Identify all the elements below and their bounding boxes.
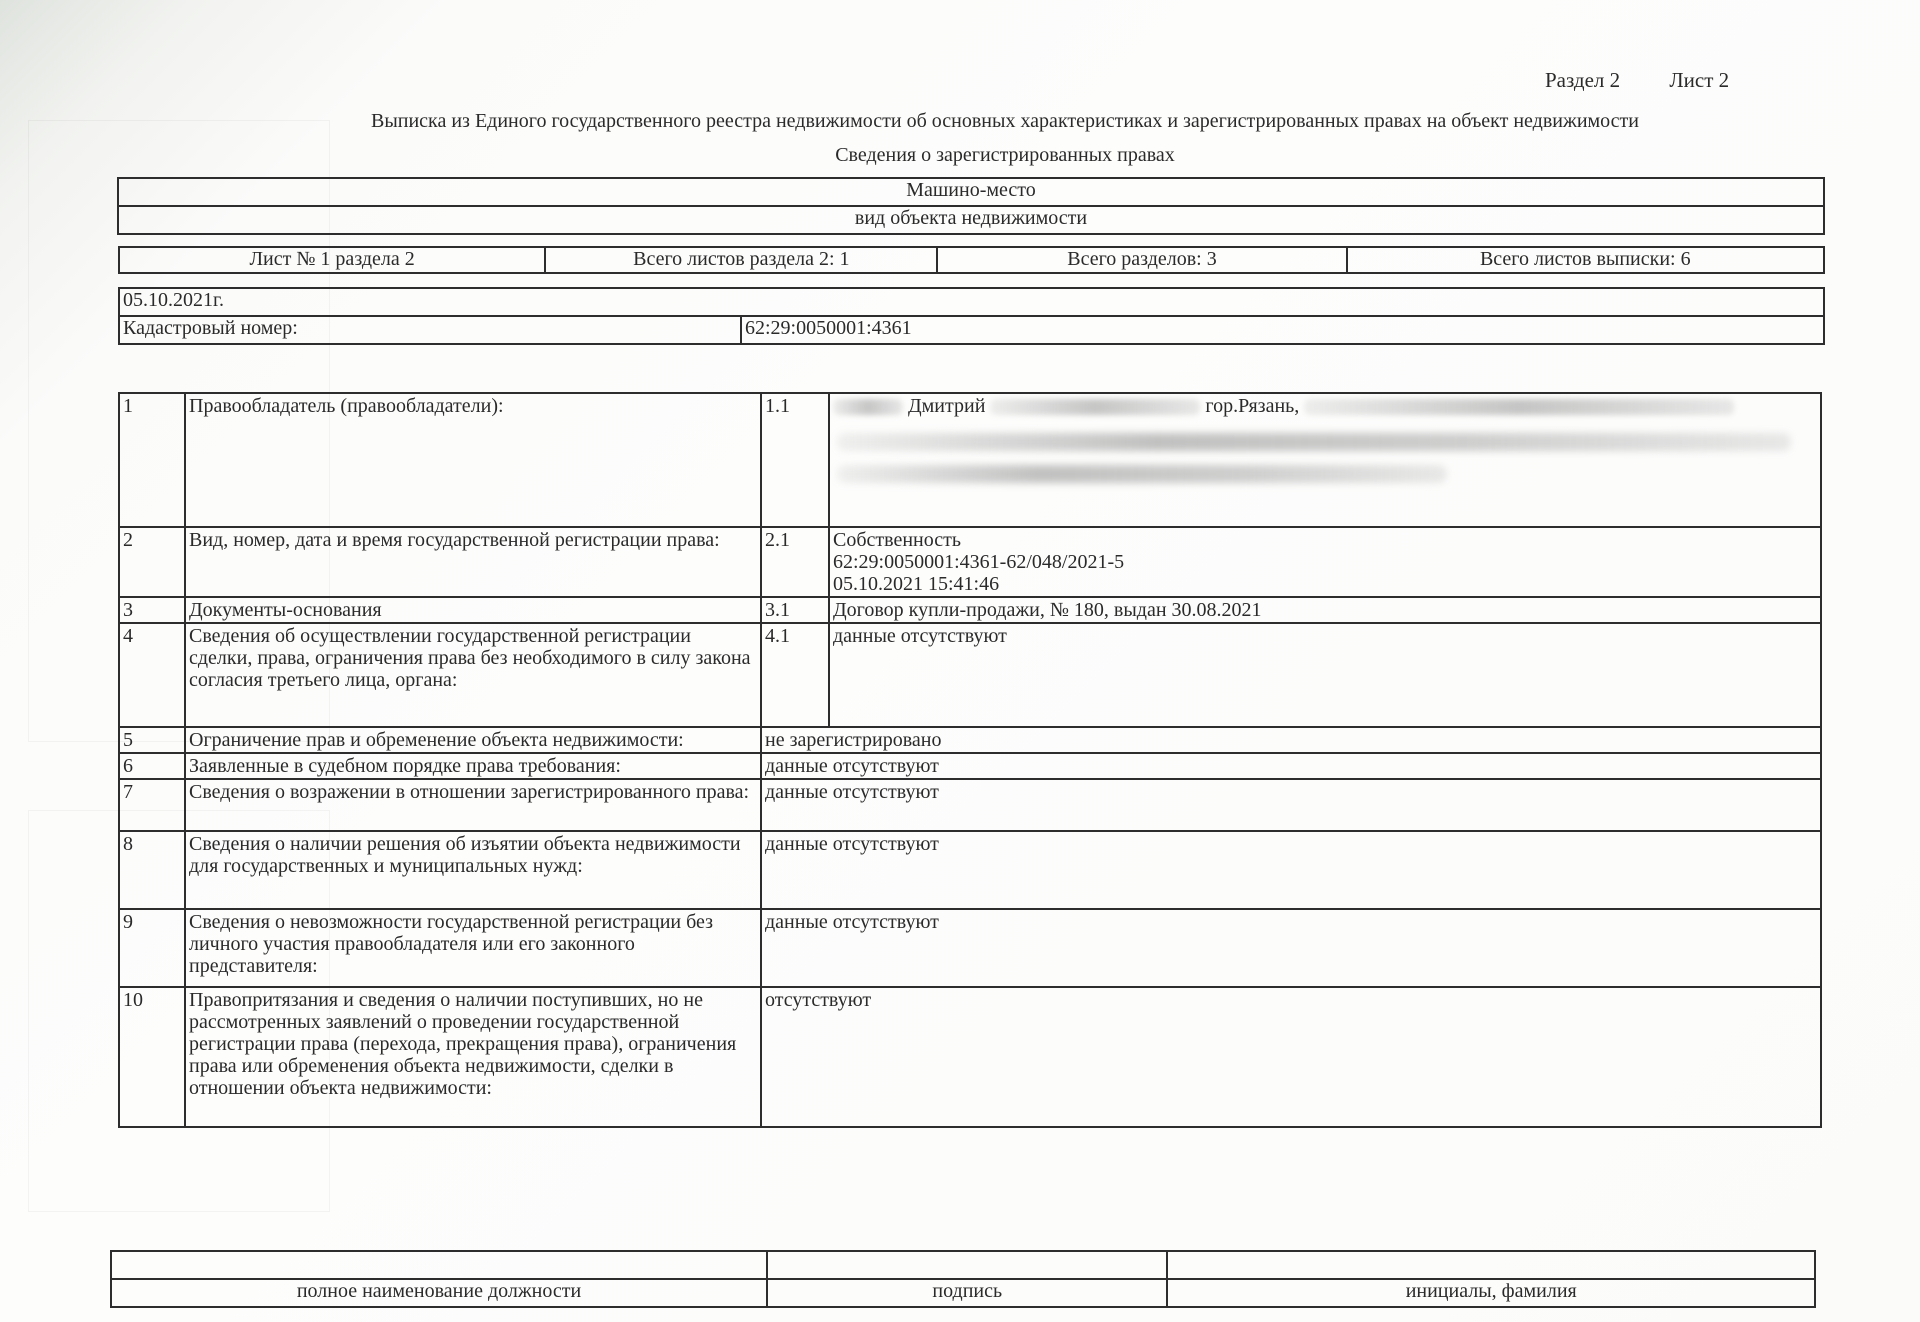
table-row [119, 779, 1821, 831]
row-number: 9 [119, 909, 185, 987]
row-number: 3 [119, 597, 185, 623]
row-value: данные отсутствуют [761, 831, 1821, 909]
signature-caption: подпись [767, 1279, 1167, 1307]
row-value: данные отсутствуют [761, 909, 1821, 987]
table-row [119, 527, 1821, 597]
registration-value [829, 527, 1821, 597]
name-field [1167, 1251, 1815, 1279]
right-type: Собственность [833, 529, 961, 551]
position-caption: полное наименование должности [111, 1279, 767, 1307]
row-label: Вид, номер, дата и время государственной регистрации права: [185, 527, 761, 597]
row-number: 6 [119, 753, 185, 779]
redacted-address-line [837, 465, 1447, 483]
row-value: Договор купли-продажи, № 180, выдан 30.08.2021 [829, 597, 1821, 623]
row-subnumber: 4.1 [761, 623, 829, 727]
table-row [119, 753, 1821, 779]
row-value: отсутствуют [761, 987, 1821, 1127]
sheets-info-table [118, 246, 1825, 274]
row-label: Ограничение прав и обременение объекта недвижимости: [185, 727, 761, 753]
row-label: Правообладатель (правообладатели): [185, 393, 761, 527]
redacted-patronymic [990, 399, 1200, 415]
row-subnumber: 3.1 [761, 597, 829, 623]
row-subnumber: 1.1 [761, 393, 829, 527]
holder-first-name: Дмитрий [908, 395, 986, 417]
row-number: 4 [119, 623, 185, 727]
row-value: данные отсутствуют [829, 623, 1821, 727]
table-row [119, 623, 1821, 727]
right-holder-value [829, 393, 1821, 527]
row-label: Правопритязания и сведения о наличии поступивших, но не рассмотренных заявлений о проведении государственной регистрации права (перехода, прекращения права), ограничения права или обременения объекта недвижимости, сделки в отношении объекта недвижимости: [185, 987, 761, 1127]
row-number: 5 [119, 727, 185, 753]
table-row [119, 727, 1821, 753]
row-value: данные отсутствуют [761, 779, 1821, 831]
row-number: 1 [119, 393, 185, 527]
document-title: Выписка из Единого государственного реестра недвижимости об основных характеристиках и зарегистрированных правах на объект недвижимости [370, 110, 1639, 132]
row-number: 10 [119, 987, 185, 1127]
table-row [119, 597, 1821, 623]
row-label: Документы-основания [185, 597, 761, 623]
page-header-right [1545, 68, 1729, 93]
section-label: Раздел 2 [1545, 68, 1621, 92]
cadastral-number-label: Кадастровый номер: [119, 316, 741, 344]
document-subtitle: Сведения о зарегистрированных правах [835, 144, 1175, 166]
row-value: данные отсутствуют [761, 753, 1821, 779]
row-subnumber: 2.1 [761, 527, 829, 597]
object-type-table [117, 177, 1825, 235]
redacted-address [1304, 399, 1734, 415]
total-sheets-section: Всего листов раздела 2: 1 [545, 247, 937, 273]
signature-table [110, 1250, 1816, 1308]
sheet-label: Лист 2 [1669, 68, 1730, 92]
row-label: Сведения об осуществлении государственной регистрации сделки, права, ограничения права без необходимого в силу закона согласия третьего лица, органа: [185, 623, 761, 727]
row-label: Сведения о невозможности государственной регистрации без личного участия правообладателя или его законного представителя: [185, 909, 761, 987]
cadastral-info-table [118, 287, 1825, 345]
registration-number: 62:29:0050001:4361-62/048/2021-5 [833, 551, 1125, 573]
row-label: Сведения о наличии решения об изъятии объекта недвижимости для государственных и муниципальных нужд: [185, 831, 761, 909]
cadastral-number-value: 62:29:0050001:4361 [741, 316, 1824, 344]
signature-field [767, 1251, 1167, 1279]
registration-datetime: 05.10.2021 15:41:46 [833, 573, 1000, 595]
row-value: не зарегистрировано [761, 727, 1821, 753]
object-type-caption: вид объекта недвижимости [118, 206, 1824, 234]
total-sheets-extract: Всего листов выписки: 6 [1347, 247, 1824, 273]
row-number: 7 [119, 779, 185, 831]
redacted-surname [833, 399, 903, 415]
total-sections: Всего разделов: 3 [937, 247, 1346, 273]
row-label: Сведения о возражении в отношении зарегистрированного права: [185, 779, 761, 831]
table-row [119, 831, 1821, 909]
row-number: 8 [119, 831, 185, 909]
redacted-address-line [837, 433, 1791, 451]
table-row [119, 909, 1821, 987]
name-caption: инициалы, фамилия [1167, 1279, 1815, 1307]
sheet-of-section: Лист № 1 раздела 2 [119, 247, 545, 273]
table-row [119, 393, 1821, 527]
row-label: Заявленные в судебном порядке права требования: [185, 753, 761, 779]
table-row [119, 987, 1821, 1127]
extract-date: 05.10.2021г. [119, 288, 1824, 316]
row-number: 2 [119, 527, 185, 597]
object-type-value: Машино-место [118, 178, 1824, 206]
registered-rights-table [118, 392, 1822, 1128]
holder-city: гор.Рязань, [1205, 395, 1300, 417]
position-field [111, 1251, 767, 1279]
